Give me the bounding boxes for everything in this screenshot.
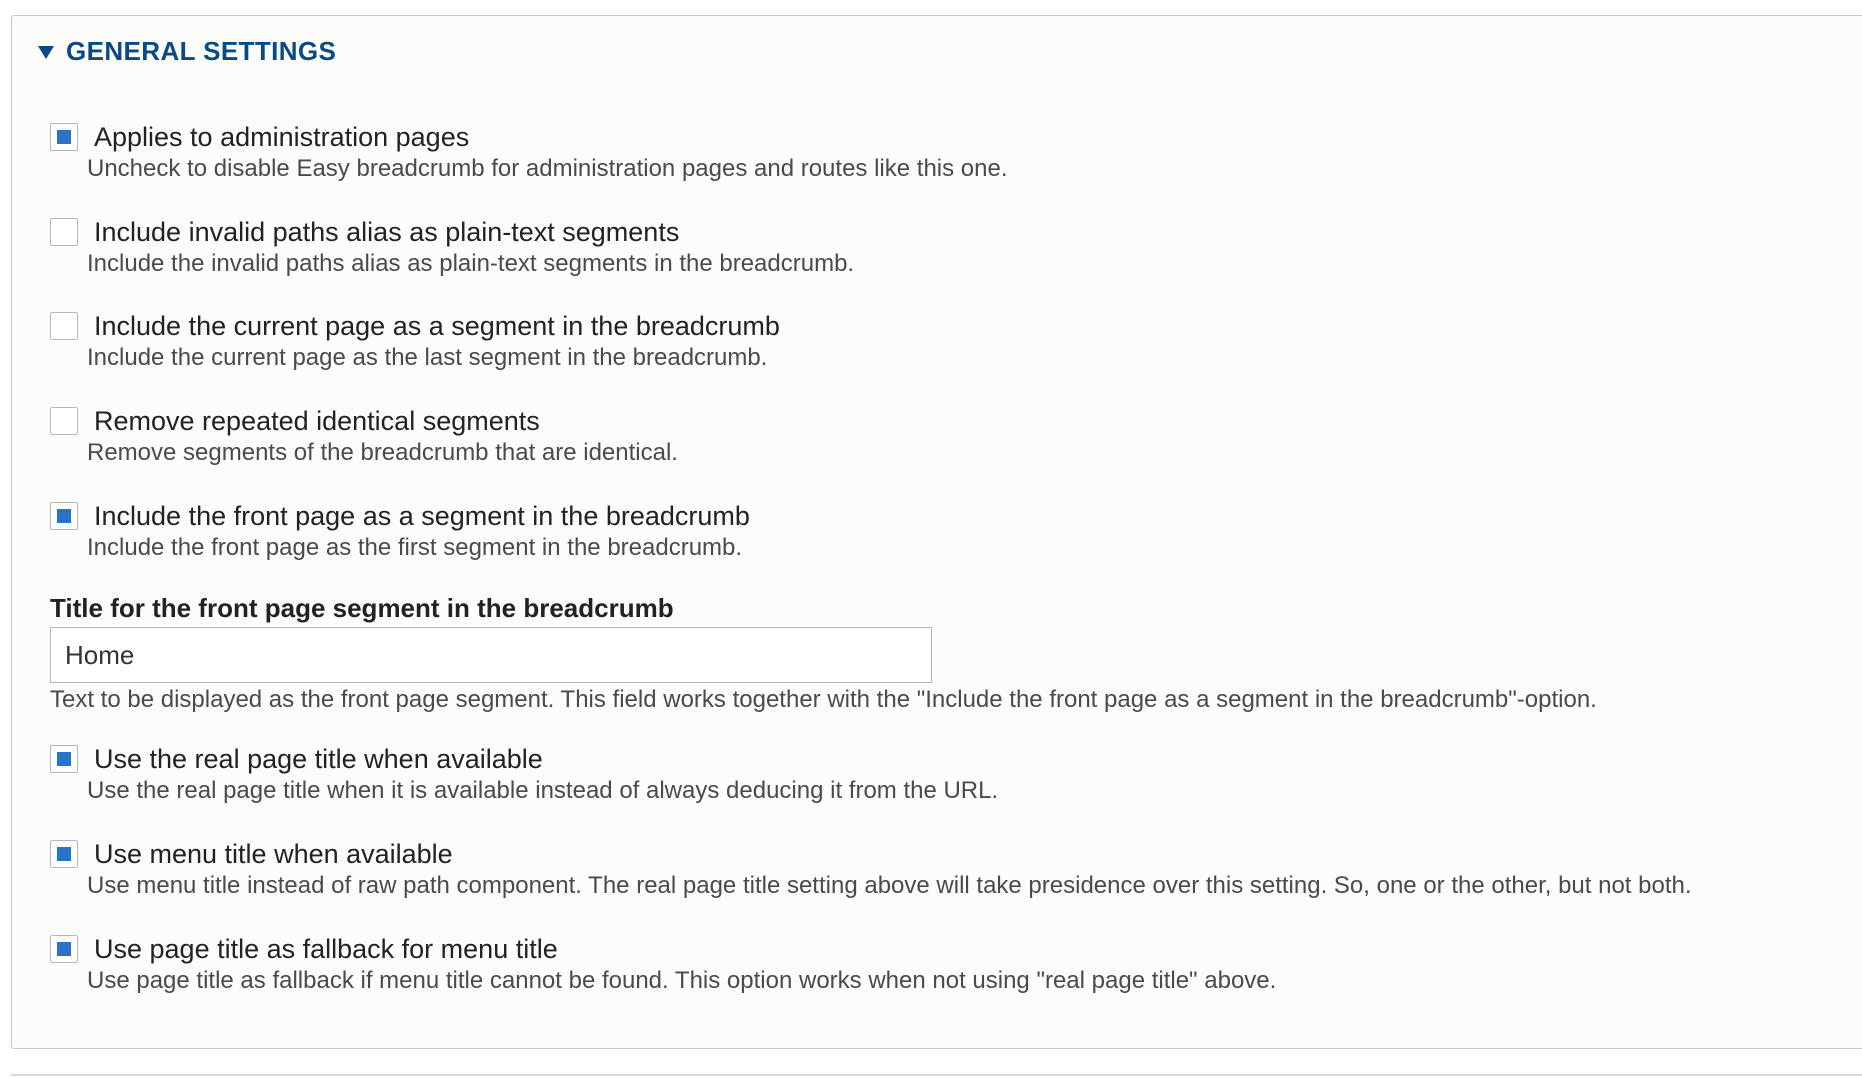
option-remove-repeated: [50, 403, 678, 467]
page-title-fallback-label[interactable]: Use page title as fallback for menu title: [94, 933, 558, 964]
admin-pages-description: Uncheck to disable Easy breadcrumb for administration pages and routes like this one.: [87, 155, 1008, 182]
option-front-page: [50, 498, 750, 562]
front-page-label[interactable]: Include the front page as a segment in the breadcrumb: [94, 500, 750, 531]
front-page-description: Include the front page as the first segment in the breadcrumb.: [87, 534, 743, 561]
option-page-title-fallback: [50, 931, 1276, 995]
option-admin-pages: [50, 119, 1008, 183]
option-current-page: [50, 308, 780, 372]
remove-repeated-description: Remove segments of the breadcrumb that are identical.: [87, 439, 678, 466]
remove-repeated-label[interactable]: Remove repeated identical segments: [94, 405, 540, 436]
front-title-input[interactable]: [50, 627, 932, 683]
page-title-fallback-checkbox[interactable]: [50, 935, 78, 963]
bottom-divider: [11, 1074, 1862, 1076]
remove-repeated-checkbox[interactable]: [50, 407, 78, 435]
triangle-down-icon: [38, 46, 54, 59]
invalid-paths-label[interactable]: Include invalid paths alias as plain-text segments: [94, 216, 680, 247]
real-page-title-description: Use the real page title when it is available instead of always deducing it from the URL.: [87, 777, 999, 804]
real-page-title-checkbox[interactable]: [50, 745, 78, 773]
menu-title-label[interactable]: Use menu title when available: [94, 838, 453, 869]
real-page-title-label[interactable]: Use the real page title when available: [94, 743, 543, 774]
front-title-field-description: Text to be displayed as the front page segment. This field works together with the "Include the front page as a segment in the breadcrumb"-option.: [50, 686, 1597, 713]
menu-title-description: Use menu title instead of raw path component. The real page title setting above will take presidence over this setting. So, one or the other, but not both.: [87, 872, 1692, 899]
general-settings-toggle[interactable]: [38, 36, 336, 67]
admin-pages-label[interactable]: Applies to administration pages: [94, 121, 470, 152]
option-invalid-paths: [50, 214, 854, 278]
page-title-fallback-description: Use page title as fallback if menu title cannot be found. This option works when not using "real page title" above.: [87, 967, 1277, 994]
current-page-checkbox[interactable]: [50, 312, 78, 340]
option-real-page-title: [50, 741, 998, 805]
section-title: GENERAL SETTINGS: [66, 36, 337, 66]
option-menu-title: [50, 836, 1692, 900]
front-page-checkbox[interactable]: [50, 502, 78, 530]
admin-pages-checkbox[interactable]: [50, 123, 78, 151]
invalid-paths-checkbox[interactable]: [50, 218, 78, 246]
invalid-paths-description: Include the invalid paths alias as plain-text segments in the breadcrumb.: [87, 250, 855, 277]
current-page-label[interactable]: Include the current page as a segment in the breadcrumb: [94, 310, 780, 341]
current-page-description: Include the current page as the last segment in the breadcrumb.: [87, 344, 768, 371]
front-title-field-label: Title for the front page segment in the breadcrumb: [50, 593, 674, 623]
menu-title-checkbox[interactable]: [50, 840, 78, 868]
